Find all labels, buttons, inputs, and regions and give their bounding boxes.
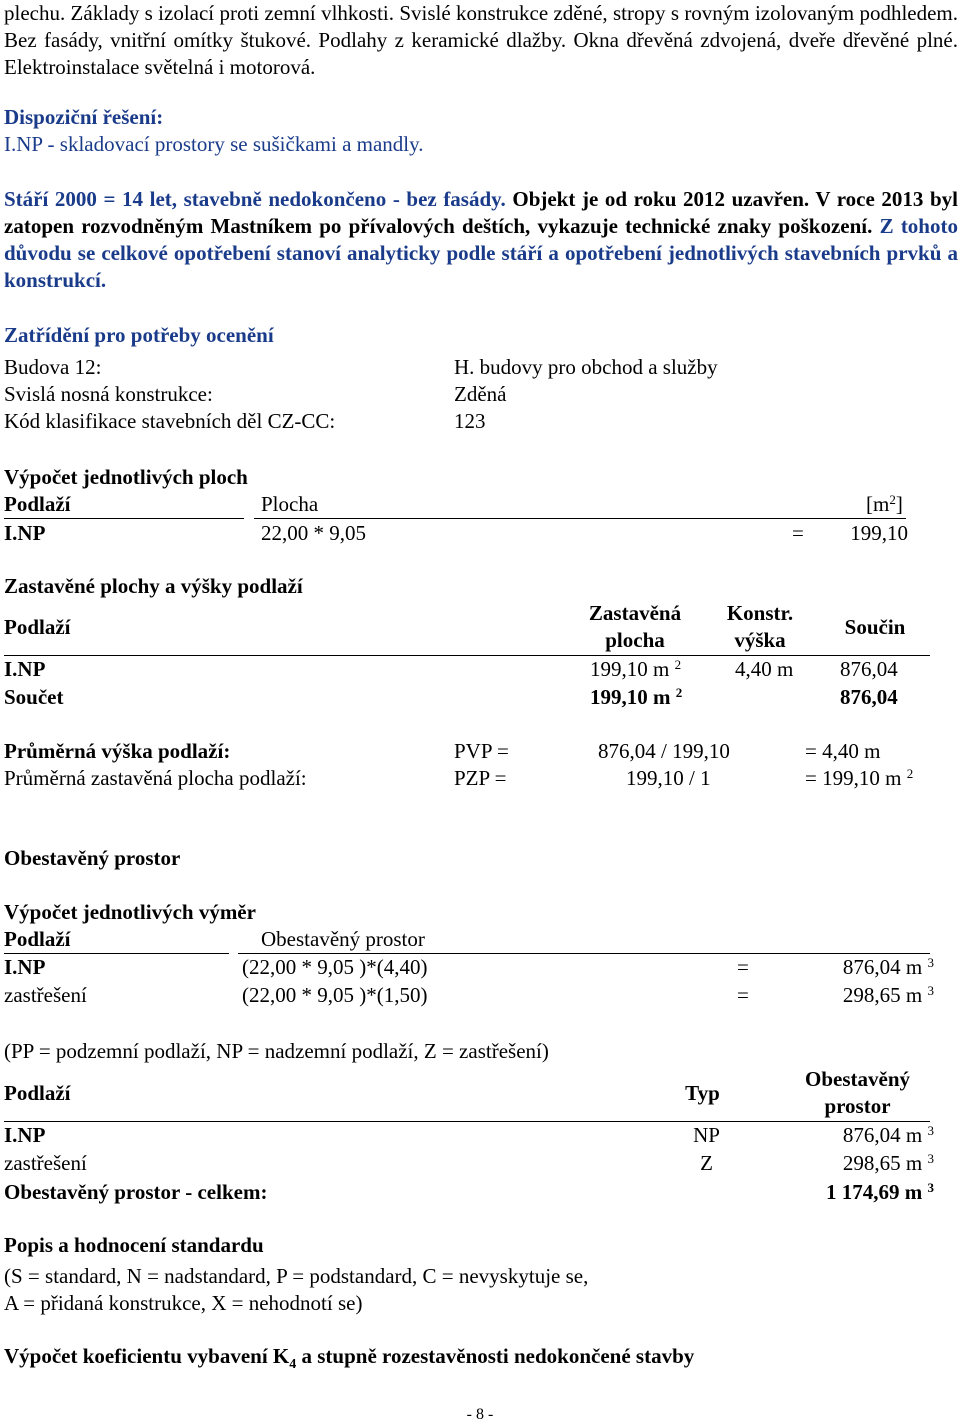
pzp-row bbox=[4, 765, 958, 792]
t2-total-value-sup: 3 bbox=[927, 1180, 934, 1195]
zatrideni-label: Svislá nosná konstrukce: bbox=[4, 382, 213, 406]
t2-value-sup: 3 bbox=[927, 1151, 934, 1166]
plochy-vzorec: 22,00 * 9,05 bbox=[261, 521, 366, 545]
t2-podlazi: I.NP bbox=[4, 1123, 46, 1147]
vymer-eq: = bbox=[737, 955, 749, 979]
pvp-calc: 876,04 / 199,10 bbox=[598, 739, 730, 763]
vymer-heading: Výpočet jednotlivých výměr bbox=[4, 900, 256, 924]
plochy-value: 199,10 bbox=[850, 521, 908, 545]
vymer-podlazi: I.NP bbox=[4, 955, 46, 979]
vymer-row bbox=[4, 982, 958, 1009]
plochy-data-row bbox=[4, 520, 958, 547]
zastavene-total-plocha bbox=[590, 684, 682, 711]
zastavene-heading: Zastavěné plochy a výšky podlaží bbox=[4, 574, 303, 598]
pvp-row bbox=[4, 738, 958, 765]
t2-value-text: 298,65 m bbox=[842, 1151, 923, 1175]
plochy-col-plocha: Plocha bbox=[261, 492, 319, 516]
zatrideni-value: H. budovy pro obchod a služby bbox=[454, 355, 718, 379]
plochy-heading: Výpočet jednotlivých ploch bbox=[4, 465, 248, 489]
t2-col-podlazi: Podlaží bbox=[4, 1081, 71, 1105]
zatrideni-heading: Zatřídění pro potřeby ocenění bbox=[4, 323, 274, 347]
plochy-header-row bbox=[4, 491, 958, 518]
zatrideni-row bbox=[4, 381, 958, 408]
pzp-calc: 199,10 / 1 bbox=[626, 766, 711, 790]
vymer-vzorec: (22,00 * 9,05 )*(4,40) bbox=[242, 955, 428, 979]
zastavene-podlazi: I.NP bbox=[4, 657, 46, 681]
zatrideni-row bbox=[4, 354, 958, 381]
zastavene-col-vyska-1: Konstr. bbox=[726, 601, 794, 625]
zastavene-col-vyska bbox=[710, 600, 810, 654]
plochy-rule-right bbox=[254, 518, 906, 519]
vymer-row bbox=[4, 954, 958, 981]
zastavene-vyska: 4,40 m bbox=[735, 657, 794, 681]
zastavene-col-podlazi: Podlaží bbox=[4, 615, 71, 639]
vymer-col-podlazi: Podlaží bbox=[4, 927, 71, 951]
vymer-podlazi: zastřešení bbox=[4, 983, 87, 1007]
plochy-col-podlazi: Podlaží bbox=[4, 492, 71, 516]
t2-total-value-text: 1 174,69 m bbox=[826, 1180, 923, 1204]
zastavene-plocha-text: 199,10 m bbox=[590, 657, 670, 681]
page-number: - 8 - bbox=[466, 1406, 494, 1423]
zatrideni-label: Budova 12: bbox=[4, 355, 102, 379]
stari-p2: Objekt je od roku 2012 uzavřen. V roce 2013 byl zatopen rozvodněným Mastníkem po přívalových deštích, vykazuje technické znaky poškození. bbox=[4, 187, 959, 238]
pvp-abbr: PVP = bbox=[454, 739, 509, 763]
t2-row bbox=[4, 1150, 958, 1177]
pzp-result bbox=[805, 765, 913, 792]
zastavene-col-plocha-2: plocha bbox=[605, 628, 665, 652]
t2-typ: Z bbox=[700, 1151, 713, 1175]
plochy-eq: = bbox=[792, 521, 804, 545]
t2-value-text: 876,04 m bbox=[842, 1123, 923, 1147]
vymer-value bbox=[764, 954, 934, 981]
standard-line1: (S = standard, N = nadstandard, P = podstandard, C = nevyskytuje se, bbox=[4, 1264, 589, 1288]
zastavene-plocha bbox=[590, 656, 681, 683]
vymer-col-prostor: Obestavěný prostor bbox=[261, 927, 425, 951]
zastavene-soucin: 876,04 bbox=[840, 657, 898, 681]
zastavene-total-plocha-text: 199,10 m bbox=[590, 685, 671, 709]
plochy-unit-text: [m bbox=[866, 492, 890, 516]
zastavene-total-soucin: 876,04 bbox=[840, 685, 898, 709]
dispozice-heading: Dispoziční řešení: bbox=[4, 105, 164, 129]
vymer-value-sup: 3 bbox=[927, 983, 934, 998]
obestaveny-heading: Obestavěný prostor bbox=[4, 846, 181, 870]
standard-line2: A = přidaná konstrukce, X = nehodnotí se) bbox=[4, 1291, 363, 1315]
t2-typ: NP bbox=[693, 1123, 720, 1147]
koeficient-sub: 4 bbox=[289, 1357, 297, 1373]
koeficient-pre: Výpočet koeficientu vybavení K bbox=[4, 1344, 290, 1368]
zastavene-total-label: Součet bbox=[4, 685, 64, 709]
t2-row bbox=[4, 1122, 958, 1149]
intro-paragraph: plechu. Základy s izolací proti zemní vlhkosti. Svislé konstrukce zděné, stropy s rovným izolovaným podhledem. Bez fasády, vnitřní omítky štukové. Podlahy z keramické dlažby. Okna dřevěná zdvojená, dveře dřevěné plné. Elektroinstalace světelná i motorová. bbox=[4, 1, 958, 79]
zatrideni-row bbox=[4, 408, 958, 435]
vymer-value bbox=[764, 982, 934, 1009]
t2-value-sup: 3 bbox=[927, 1123, 934, 1138]
t2-col-prostor-1: Obestavěný bbox=[805, 1067, 910, 1091]
standard-heading: Popis a hodnocení standardu bbox=[4, 1233, 264, 1257]
t2-col-prostor bbox=[790, 1066, 925, 1120]
t2-total-row bbox=[4, 1179, 958, 1206]
vymer-vzorec: (22,00 * 9,05 )*(1,50) bbox=[242, 983, 428, 1007]
plochy-podlazi: I.NP bbox=[4, 521, 46, 545]
zastavene-col-plocha-1: Zastavěná bbox=[588, 601, 682, 625]
stari-p3: Z tohoto důvodu se celkové opotřebení stanoví analyticky podle stáří a opotřebení jednotlivých stavebních prvků a konstrukcí. bbox=[4, 214, 958, 292]
t2-col-prostor-2: prostor bbox=[824, 1094, 891, 1118]
pvp-result: = 4,40 m bbox=[805, 739, 881, 763]
plochy-unit-end: ] bbox=[895, 492, 903, 516]
vymer-value-text: 298,65 m bbox=[842, 983, 923, 1007]
pzp-result-text: = 199,10 m bbox=[805, 766, 902, 790]
zatrideni-value: 123 bbox=[454, 409, 486, 433]
t2-value bbox=[764, 1122, 934, 1149]
plochy-col-unit bbox=[866, 491, 903, 518]
zastavene-plocha-sup: 2 bbox=[674, 657, 682, 672]
vymer-header-row bbox=[4, 926, 958, 953]
dispozice-text: I.NP - skladovací prostory se sušičkami a mandly. bbox=[4, 132, 424, 156]
zastavene-total-plocha-sup: 2 bbox=[675, 685, 683, 700]
t2-value bbox=[764, 1150, 934, 1177]
zatrideni-value: Zděná bbox=[454, 382, 507, 406]
t2-total-label: Obestavěný prostor - celkem: bbox=[4, 1180, 268, 1204]
pzp-result-sup: 2 bbox=[906, 766, 914, 781]
obestaveny-legend: (PP = podzemní podlaží, NP = nadzemní podlaží, Z = zastřešení) bbox=[4, 1039, 549, 1063]
zatrideni-label: Kód klasifikace stavebních děl CZ-CC: bbox=[4, 409, 336, 433]
vymer-value-sup: 3 bbox=[927, 955, 934, 970]
t2-col-typ: Typ bbox=[685, 1081, 720, 1105]
pzp-abbr: PZP = bbox=[454, 766, 507, 790]
pvp-label: Průměrná výška podlaží: bbox=[4, 739, 231, 763]
plochy-rule-left bbox=[4, 518, 244, 519]
t2-total-value bbox=[764, 1179, 934, 1206]
t2-podlazi: zastřešení bbox=[4, 1151, 87, 1175]
zastavene-col-vyska-2: výška bbox=[734, 628, 786, 652]
zastavene-col-plocha bbox=[570, 600, 700, 654]
stari-p1: Stáří 2000 = 14 let, stavebně nedokončeno - bez fasády. bbox=[4, 187, 506, 211]
pzp-label: Průměrná zastavěná plocha podlaží: bbox=[4, 766, 307, 790]
koeficient-post: a stupně rozestavěnosti nedokončené stavby bbox=[296, 1344, 695, 1368]
zastavene-col-soucin: Součin bbox=[844, 615, 906, 639]
zastavene-total-row bbox=[4, 684, 958, 711]
koeficient-heading bbox=[4, 1343, 958, 1378]
stari-paragraph bbox=[4, 186, 958, 294]
plochy-unit-sup: 2 bbox=[889, 492, 896, 507]
zastavene-data-row bbox=[4, 656, 958, 683]
vymer-eq: = bbox=[737, 983, 749, 1007]
vymer-value-text: 876,04 m bbox=[842, 955, 923, 979]
